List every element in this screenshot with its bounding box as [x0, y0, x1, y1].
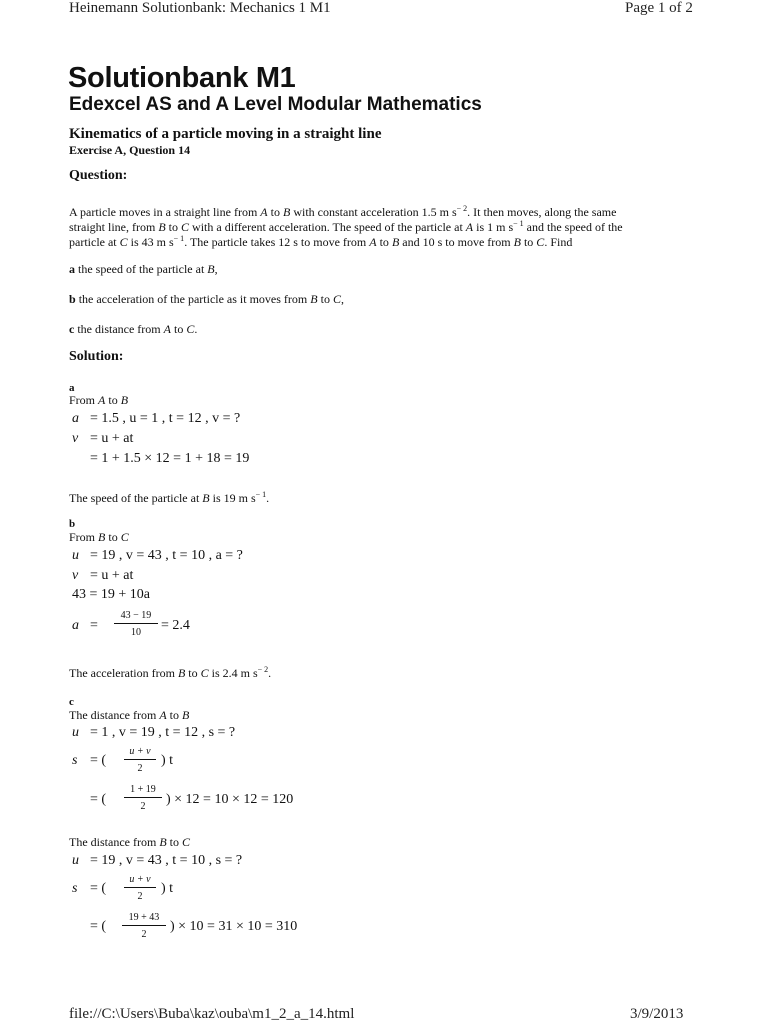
solution-part-b-label: b [69, 518, 76, 530]
sol-c-line-2-lhs: s = ( [72, 753, 107, 768]
sol-c-line-6-lhs: = ( [90, 919, 107, 934]
sol-c-line-5-lhs: s = ( [72, 881, 107, 896]
sol-c-line-3-rhs: ) × 12 = 10 × 12 = 120 [166, 792, 294, 807]
footer-file-path: file://C:\Users\Buba\kaz\ouba\m1_2_a_14.html [69, 1006, 355, 1022]
solution-part-a-label: a [69, 382, 75, 394]
question-line-2: straight line, from B to C with a different acceleration. The speed of the particle at A is 1 m $s^{- 1}$ and the speed of the [69, 219, 623, 234]
sol-b-result: The acceleration from B to C is 2.4 m $s^{- 2}$. [69, 665, 272, 680]
sol-b-line-2: v = u + at [72, 568, 134, 583]
sol-c-fraction-4: 19 + 43 2 [122, 912, 166, 940]
sol-b-from: From B to C [69, 530, 129, 544]
sol-a-line-2: v = u + at [72, 431, 134, 446]
sol-c-fraction-3: u + v 2 [124, 874, 156, 902]
sol-c-dist-bc: The distance from B to C [69, 835, 191, 849]
question-part-b: b the acceleration of the particle as it moves from B to C, [69, 292, 344, 306]
sol-b-line-3: 43 = 19 + 10a [72, 587, 151, 602]
sol-c-line-6-rhs: ) × 10 = 31 × 10 = 310 [170, 919, 298, 934]
question-heading: Question: [69, 168, 128, 183]
question-part-a: a the speed of the particle at B, [69, 262, 218, 276]
sol-a-result: The speed of the particle at B is 19 m $s^{- 1}$. [69, 490, 270, 505]
topic-heading: Kinematics of a particle moving in a straight line [69, 126, 382, 142]
sol-c-line-2-rhs: ) t [161, 753, 174, 768]
sol-c-fraction-2: 1 + 19 2 [124, 784, 162, 812]
sol-a-line-3: = 1 + 1.5 × 12 = 1 + 18 = 19 [90, 451, 250, 466]
page-number: Page 1 of 2 [625, 0, 693, 16]
sol-c-dist-ab: The distance from A to B [69, 708, 190, 722]
sol-c-fraction-1: u + v 2 [124, 746, 156, 774]
sol-a-line-1: a = 1.5 , u = 1 , t = 12 , v = ? [72, 411, 241, 426]
sol-c-line-1: u = 1 , v = 19 , t = 12 , s = ? [72, 725, 236, 740]
sol-b-fraction: 43 − 19 10 [114, 610, 158, 638]
sol-b-line-4-rhs: = 2.4 [161, 618, 190, 633]
sol-b-line-4-lhs: a = [72, 618, 98, 633]
solution-heading: Solution: [69, 349, 124, 364]
question-line-3: particle at C is 43 m $s^{- 1}$. The particle takes 12 s to move from A to B and 10 s to move from B to C. Find [69, 234, 573, 249]
question-part-c: c the distance from A to C. [69, 322, 198, 336]
sol-b-line-1: u = 19 , v = 43 , t = 10 , a = ? [72, 548, 243, 563]
sol-c-line-4: u = 19 , v = 43 , t = 10 , s = ? [72, 853, 243, 868]
footer-date: 3/9/2013 [630, 1006, 684, 1022]
page-title: Solutionbank M1 [68, 62, 296, 94]
sol-c-line-3-lhs: = ( [90, 792, 107, 807]
page-header-title: Heinemann Solutionbank: Mechanics 1 M1 [69, 0, 331, 16]
sol-a-from: From A to B [69, 393, 129, 407]
question-line-1: A particle moves in a straight line from A to B with constant acceleration 1.5 m $s^{- 2}$. It then moves, along the same [69, 204, 617, 219]
sol-c-line-5-rhs: ) t [161, 881, 174, 896]
exercise-label: Exercise A, Question 14 [69, 143, 191, 157]
page-subtitle: Edexcel AS and A Level Modular Mathematics [69, 94, 482, 115]
solution-part-c-label: c [69, 696, 74, 708]
